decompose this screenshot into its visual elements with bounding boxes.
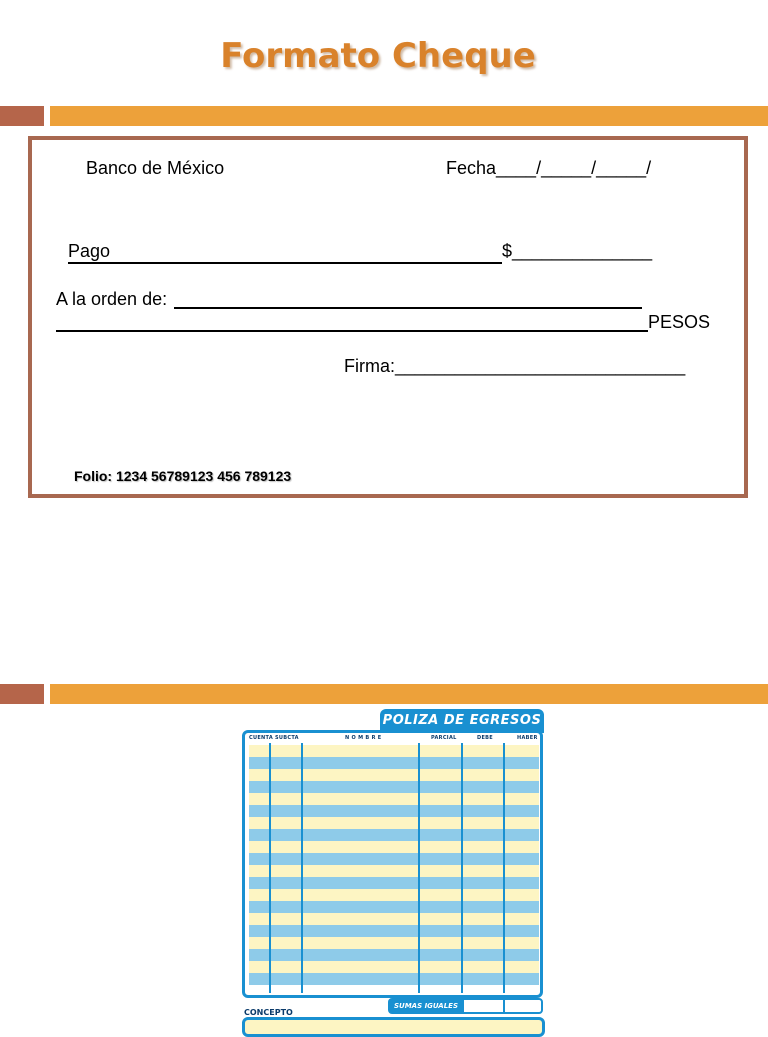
table-row[interactable]: [249, 805, 539, 817]
divider-bottom-accent: [0, 684, 44, 704]
pago-label: Pago: [68, 241, 111, 261]
column-header: PARCIAL: [431, 735, 457, 741]
pago-line[interactable]: [68, 262, 502, 264]
sumas-debe-cell[interactable]: [462, 1000, 504, 1012]
poliza-title-tab: POLIZA DE EGRESOS: [380, 709, 544, 733]
column-divider: [418, 743, 420, 993]
column-divider: [269, 743, 271, 993]
sumas-label: SUMAS IGUALES: [390, 1000, 462, 1012]
table-row[interactable]: [249, 973, 539, 985]
table-row[interactable]: [249, 901, 539, 913]
table-row[interactable]: [249, 829, 539, 841]
table-row[interactable]: [249, 937, 539, 949]
table-row[interactable]: [249, 865, 539, 877]
orden-line[interactable]: [174, 307, 642, 309]
amount-field[interactable]: $______________: [502, 241, 653, 261]
column-divider: [301, 743, 303, 993]
signature-field[interactable]: Firma:_____________________________: [344, 356, 686, 376]
sumas-iguales-row: [388, 998, 543, 1014]
table-row[interactable]: [249, 889, 539, 901]
poliza-header-row: [245, 733, 540, 745]
table-row[interactable]: [249, 961, 539, 973]
check-form: [28, 136, 748, 498]
poliza-table: [242, 730, 543, 998]
date-field[interactable]: Fecha____/_____/_____/: [446, 158, 652, 178]
table-row[interactable]: [249, 781, 539, 793]
orden-label: A la orden de:: [56, 289, 168, 309]
column-header: DEBE: [477, 735, 493, 741]
amount-words-line[interactable]: [56, 330, 648, 332]
divider-bottom: [50, 684, 768, 704]
column-divider: [461, 743, 463, 993]
folio-number: Folio: 1234 56789123 456 789123: [74, 468, 292, 484]
page-title: Formato Cheque: [220, 36, 536, 76]
table-row[interactable]: [249, 925, 539, 937]
bank-name: Banco de México: [86, 158, 225, 178]
column-divider: [503, 743, 505, 993]
table-row[interactable]: [249, 745, 539, 757]
table-row[interactable]: [249, 949, 539, 961]
column-header: HABER: [517, 735, 538, 741]
concepto-field[interactable]: [242, 1017, 545, 1037]
table-row[interactable]: [249, 757, 539, 769]
column-header: SUBCTA: [275, 735, 299, 741]
table-row[interactable]: [249, 793, 539, 805]
column-header: CUENTA: [249, 735, 274, 741]
concepto-label: CONCEPTO: [244, 1008, 293, 1017]
table-row[interactable]: [249, 913, 539, 925]
column-header: N O M B R E: [345, 735, 382, 741]
pesos-label: PESOS: [648, 312, 711, 332]
poliza-rows: [249, 745, 539, 985]
table-row[interactable]: [249, 841, 539, 853]
table-row[interactable]: [249, 877, 539, 889]
divider-top-accent: [0, 106, 44, 126]
sumas-haber-cell[interactable]: [503, 1000, 541, 1012]
divider-top: [50, 106, 768, 126]
table-row[interactable]: [249, 817, 539, 829]
table-row[interactable]: [249, 769, 539, 781]
table-row[interactable]: [249, 853, 539, 865]
